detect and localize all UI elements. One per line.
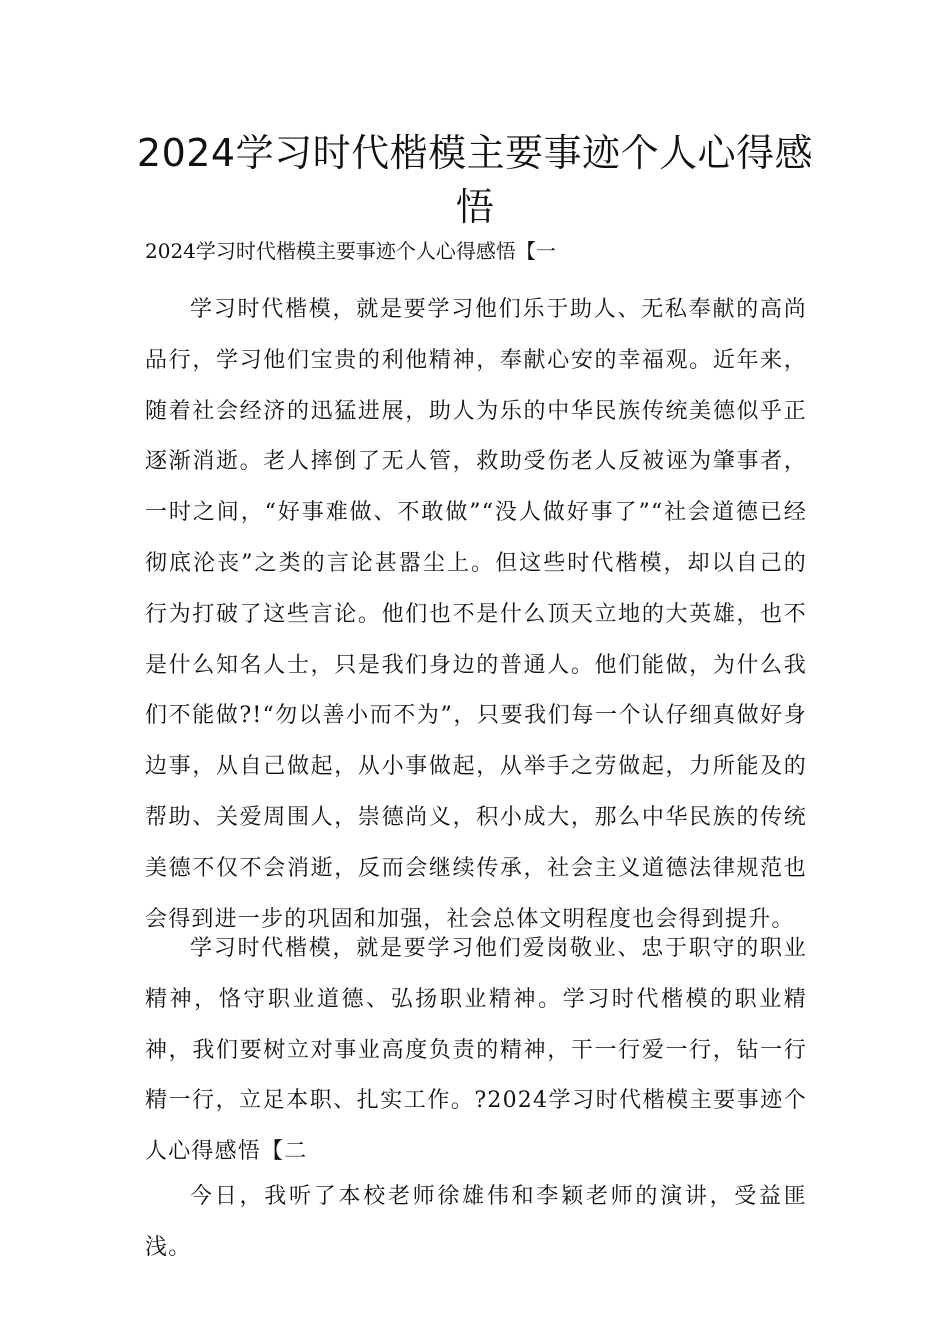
paragraph-2: 学习时代楷模，就是要学习他们爱岗敬业、忠于职守的职业精神，恪守职业道德、弘扬职业精神。学习时代楷模的职业精神，我们要树立对事业高度负责的精神，干一行爱一行，钻一行精一行，立足本职、扎实工作。?2024学习时代楷模主要事迹个人心得感悟【二	[145, 936, 807, 1165]
paragraph-1: 学习时代楷模，就是要学习他们乐于助人、无私奉献的高尚品行，学习他们宝贵的利他精神，奉献心安的幸福观。近年来，随着社会经济的迅猛进展，助人为乐的中华民族传统美德似乎正逐渐消逝。老人摔倒了无人管，救助受伤老人反被诬为肇事者，一时之间，“好事难做、不敢做”“没人做好事了”“社会道德已经彻底沦丧”之类的言论甚嚣尘上。但这些时代楷模，却以自己的行为打破了这些言论。他们也不是什么顶天立地的大英雄，也不是什么知名人士，只是我们身边的普通人。他们能做，为什么我们不能做?!“勿以善小而不为”，只要我们每一个认仔细真做好身边事，从自己做起，从小事做起，从举手之劳做起，力所能及的帮助、关爱周围人，崇德尚义，积小成大，那么中华民族的传统美德不仅不会消逝，反而会继续传承，社会主义道德法律规范也会得到进一步的巩固和加强，社会总体文明程度也会得到提升。	[145, 297, 807, 932]
section-heading: 2024学习时代楷模主要事迹个人心得感悟【一	[145, 239, 556, 263]
paragraph-3: 今日，我听了本校老师徐雄伟和李颖老师的演讲，受益匪浅。	[145, 1184, 807, 1260]
document-title: 2024学习时代楷模主要事迹个人心得感悟	[136, 131, 814, 229]
